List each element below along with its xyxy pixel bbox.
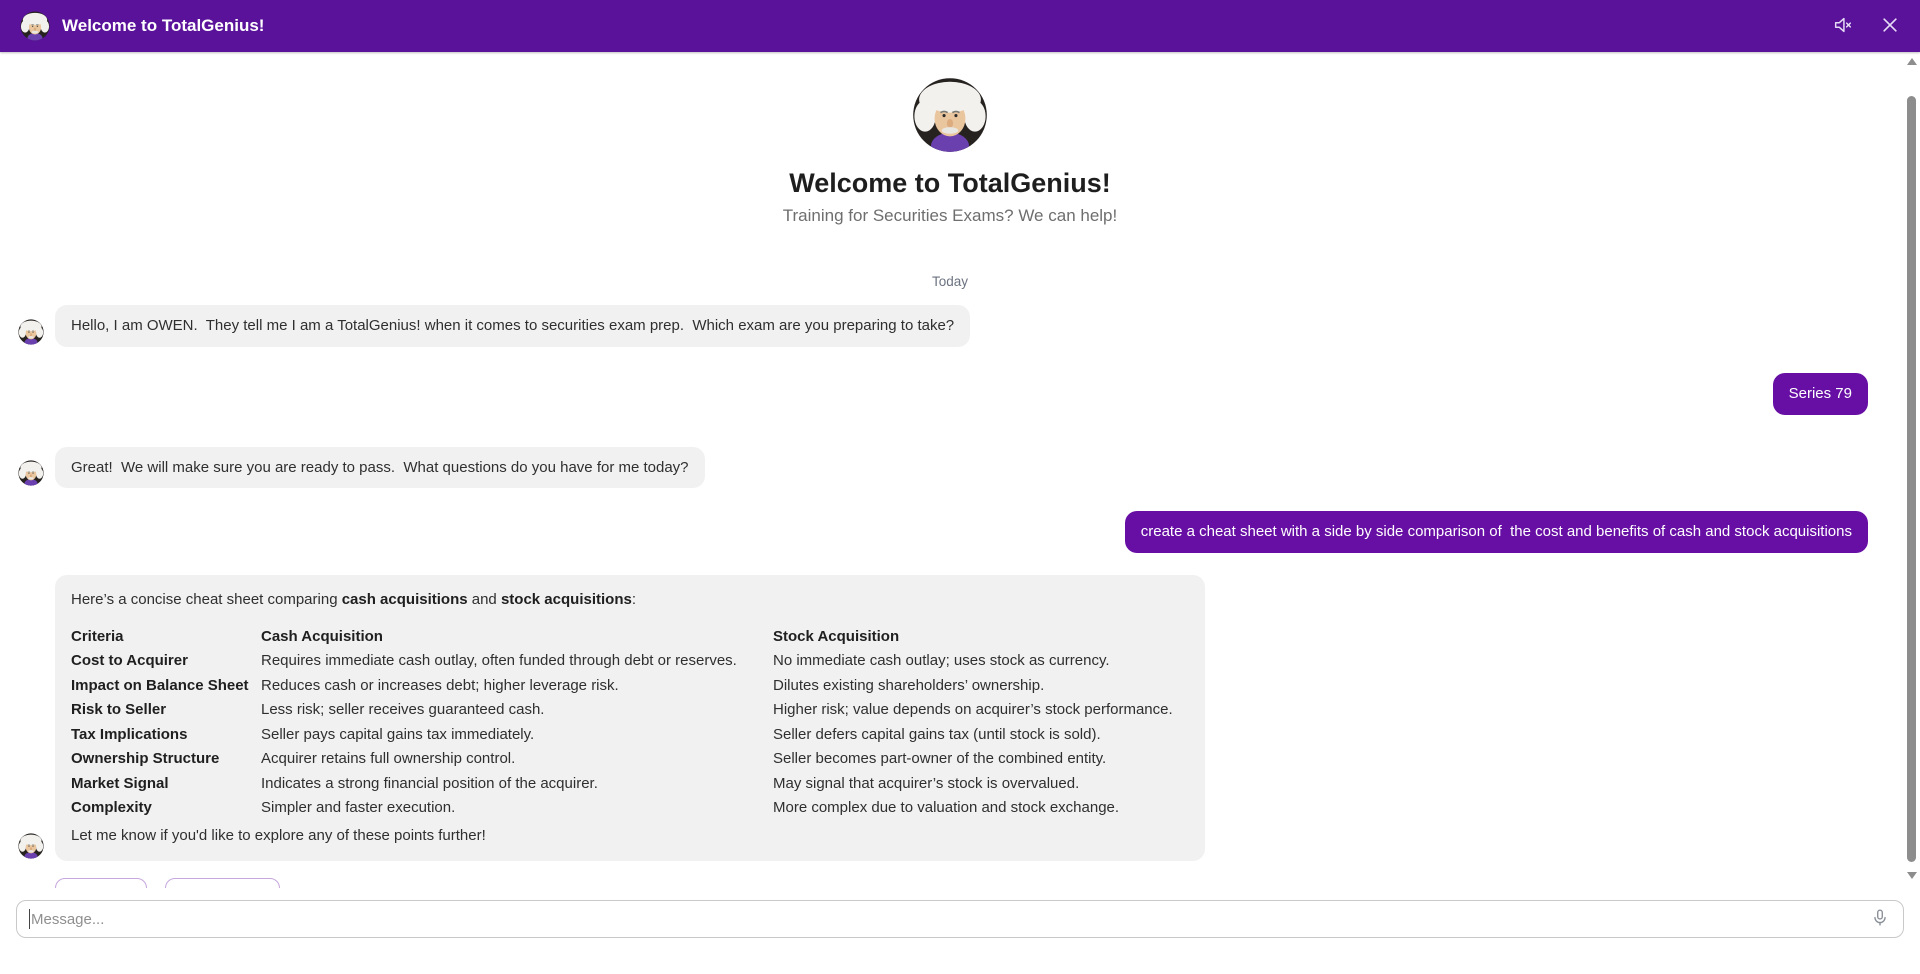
table-row-cash: Indicates a strong financial position of the acquirer. xyxy=(261,774,598,792)
table-row-stock: Seller defers capital gains tax (until stock is sold). xyxy=(773,725,1101,743)
table-header-criteria: Criteria xyxy=(71,627,124,645)
muted-speaker-icon xyxy=(1832,14,1854,39)
bot-message-greeting: Hello, I am OWEN. They tell me I am a TotalGenius! when it comes to securities exam prep. Which exam are you preparing to take? xyxy=(55,305,970,347)
table-row-criteria: Complexity xyxy=(71,799,152,817)
table-row-stock: May signal that acquirer’s stock is overvalued. xyxy=(773,774,1080,792)
mute-button[interactable] xyxy=(1832,14,1854,39)
user-message-row xyxy=(0,373,1900,415)
table-row-stock: Dilutes existing shareholders’ ownership. xyxy=(773,676,1045,694)
table-row-cash: Less risk; seller receives guaranteed cash. xyxy=(261,701,545,719)
table-header-cash: Cash Acquisition xyxy=(261,627,383,645)
bot-message-row-cheatsheet xyxy=(0,575,1900,861)
user-message-request: create a cheat sheet with a side by side comparison of the cost and benefits of cash and stock acquisitions xyxy=(1125,511,1868,553)
date-divider: Today xyxy=(931,274,969,289)
table-row-criteria: Impact on Balance Sheet xyxy=(71,676,249,694)
table-row-stock: Seller becomes part-owner of the combined entity. xyxy=(773,750,1107,768)
table-row-cash: Acquirer retains full ownership control. xyxy=(261,750,516,768)
close-icon xyxy=(1880,15,1900,38)
close-button[interactable] xyxy=(1880,15,1900,38)
scroll-up-arrow[interactable] xyxy=(1907,58,1917,65)
scroll-down-arrow[interactable] xyxy=(1907,872,1917,879)
table-row-cash: Seller pays capital gains tax immediately. xyxy=(261,725,535,743)
bot-avatar-icon xyxy=(20,11,50,41)
scrollbar-thumb[interactable] xyxy=(1907,96,1916,862)
bot-message-row xyxy=(0,447,1900,489)
table-row-stock: More complex due to valuation and stock exchange. xyxy=(773,799,1120,817)
cheatsheet-table xyxy=(71,625,1189,821)
table-row-criteria: Risk to Seller xyxy=(71,701,167,719)
bot-message-row xyxy=(0,305,1900,347)
bot-avatar-icon xyxy=(18,460,44,486)
table-row-criteria: Cost to Acquirer xyxy=(71,652,188,670)
bot-avatar-large xyxy=(912,77,988,153)
bot-cheatsheet-bubble xyxy=(55,575,1205,861)
text-caret xyxy=(29,909,30,929)
cheatsheet-closing: Let me know if you'd like to explore any of these points further! xyxy=(71,826,486,844)
bot-avatar-icon xyxy=(18,833,44,859)
welcome-subtitle: Training for Securities Exams? We can help! xyxy=(782,206,1118,225)
table-row-stock: No immediate cash outlay; uses stock as currency. xyxy=(773,652,1110,670)
table-row-cash: Reduces cash or increases debt; higher leverage risk. xyxy=(261,676,619,694)
header-title: Welcome to TotalGenius! xyxy=(62,16,265,35)
welcome-block xyxy=(0,52,1900,226)
cheatsheet-intro: Here’s a concise cheat sheet comparing cash acquisitions and stock acquisitions: xyxy=(71,591,636,608)
user-message-exam: Series 79 xyxy=(1773,373,1868,415)
app-header xyxy=(0,0,1920,52)
table-row-criteria: Market Signal xyxy=(71,774,169,792)
bot-message-ready: Great! We will make sure you are ready to pass. What questions do you have for me today? xyxy=(55,447,705,489)
table-header-stock: Stock Acquisition xyxy=(773,627,900,645)
user-message-row xyxy=(0,511,1900,553)
welcome-title: Welcome to TotalGenius! xyxy=(789,168,1111,198)
table-row-cash: Simpler and faster execution. xyxy=(261,799,456,817)
table-row-cash: Requires immediate cash outlay, often funded through debt or reserves. xyxy=(261,652,737,670)
vertical-scrollbar xyxy=(1907,54,1917,884)
table-row-criteria: Tax Implications xyxy=(71,725,188,743)
composer-bar xyxy=(0,888,1920,974)
bot-avatar-icon xyxy=(18,319,44,345)
chat-scroll-area xyxy=(0,52,1900,888)
table-row-criteria: Ownership Structure xyxy=(71,750,220,768)
microphone-button[interactable] xyxy=(1869,907,1891,932)
message-input[interactable] xyxy=(31,904,1869,934)
microphone-icon xyxy=(1869,907,1891,932)
table-row-stock: Higher risk; value depends on acquirer’s stock performance. xyxy=(773,701,1173,719)
message-input-box[interactable] xyxy=(16,900,1904,938)
